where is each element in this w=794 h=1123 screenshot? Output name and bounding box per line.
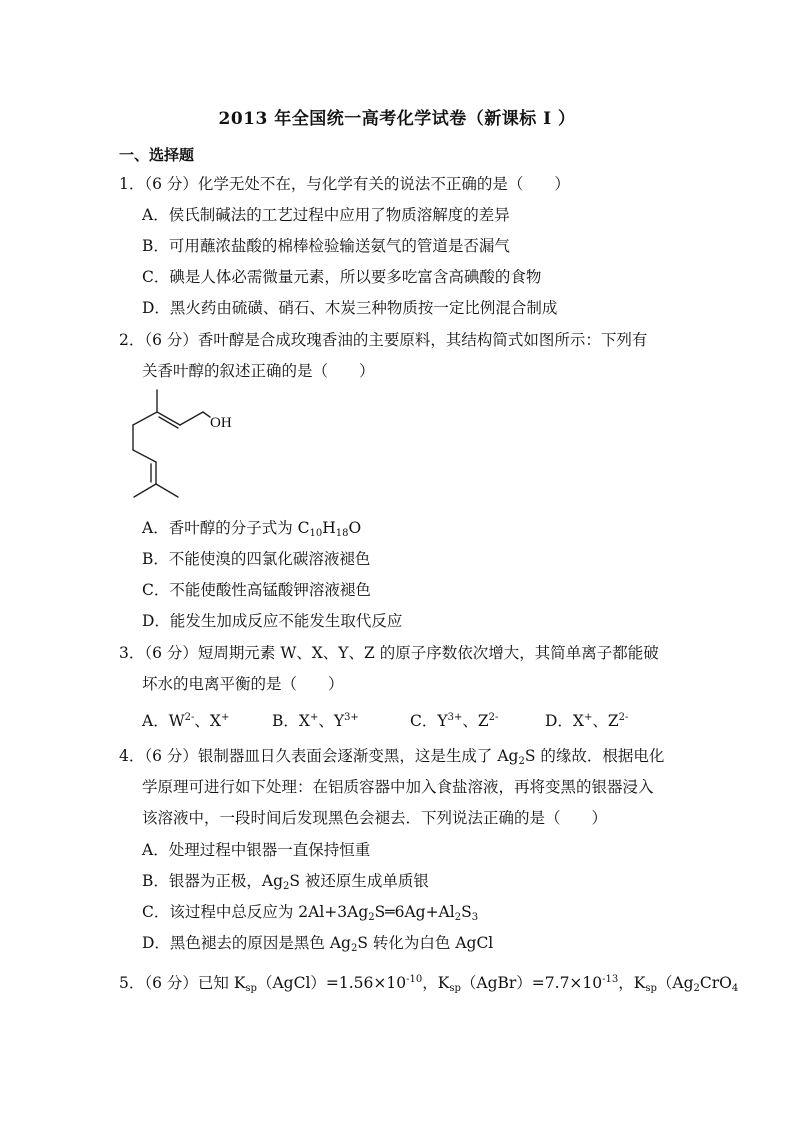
ion-text: 、X — [194, 712, 221, 730]
stem-text: （AgBr）=7.7×10 — [460, 974, 603, 992]
subscript: sp — [645, 983, 657, 994]
stem-text: 4．（6 分）银制器皿日久表面会逐渐变黑，这是生成了 Ag — [119, 747, 519, 765]
option-text: B．银器为正极，Ag — [142, 872, 284, 890]
question-4-option-b — [142, 871, 429, 891]
question-5-stem-line-1 — [119, 973, 738, 993]
page-title: 2013 年全国统一高考化学试卷（新课标 I ） — [218, 109, 576, 129]
ion-text: 、Y — [318, 712, 345, 730]
stem-text: S 的缘故．根据电化 — [524, 747, 665, 765]
stem-text: ，K — [618, 974, 646, 992]
superscript: 3+ — [447, 712, 463, 723]
option-a-text: H — [322, 519, 336, 537]
bond-chain-1 — [133, 412, 157, 425]
ion-text: B．X — [272, 712, 310, 730]
question-1-option-d: D．黑火药由硫磺、硝石、木炭三种物质按一定比例混合制成 — [142, 299, 558, 317]
option-text: S — [461, 903, 472, 921]
option-text: S═6Ag+Al — [374, 903, 455, 921]
ion-text: D．X — [545, 712, 584, 730]
ion-text: C．Y — [410, 712, 448, 730]
stem-text: ，K — [422, 974, 450, 992]
stem-text: （AgCl）=1.56×10 — [256, 974, 407, 992]
superscript: 2- — [618, 712, 629, 723]
subscript: 10 — [309, 528, 323, 539]
stem-text: 5．（6 分）已知 K — [119, 974, 246, 992]
question-1-stem: 1．（6 分）化学无处不在，与化学有关的说法不正确的是（ ） — [119, 175, 570, 193]
option-text: D．黑色褪去的原因是黑色 Ag — [142, 934, 351, 952]
question-1-option-a: A．侯氏制碱法的工艺过程中应用了物质溶解度的差异 — [142, 206, 510, 224]
superscript: + — [220, 712, 230, 723]
subscript: 2 — [693, 983, 700, 994]
stem-text: （Ag — [656, 974, 694, 992]
section-heading: 一、选择题 — [119, 146, 195, 164]
question-4-stem-line-3: 该溶液中，一段时间后发现黑色会褪去．下列说法正确的是（ ） — [142, 809, 608, 827]
subscript: 3 — [471, 912, 479, 923]
subscript: 4 — [731, 983, 739, 994]
question-2-stem-line-1: 2．（6 分）香叶醇是合成玫瑰香油的主要原料，其结构简式如图所示：下列有 — [119, 331, 648, 349]
superscript: 3+ — [344, 712, 359, 723]
bond-methyl-left — [134, 484, 156, 497]
stem-text: CrO — [699, 974, 732, 992]
subscript: 18 — [335, 528, 349, 539]
ion-text: A．W — [142, 712, 185, 730]
ion-text: 、Z — [592, 712, 619, 730]
superscript: + — [583, 712, 593, 723]
option-text: S 转化为白色 AgCl — [357, 934, 494, 952]
subscript: sp — [449, 983, 461, 994]
question-3-stem-line-2: 坏水的电离平衡的是（ ） — [142, 675, 344, 693]
question-4-stem-line-2: 学原理可进行如下处理：在铝质容器中加入食盐溶液，再将变黑的银器浸入 — [142, 778, 654, 796]
bond-chain-3 — [133, 450, 156, 462]
bond-methyl-right — [156, 484, 178, 497]
superscript: + — [309, 712, 319, 723]
subscript: 2 — [454, 912, 462, 923]
geraniol-structure-diagram — [128, 380, 258, 500]
option-a-text: A．香叶醇的分子式为 C — [142, 519, 310, 537]
bond-ch2 — [180, 412, 203, 425]
subscript: 2 — [518, 756, 525, 767]
question-4-option-c — [142, 902, 478, 922]
question-2-stem-line-2: 关香叶醇的叙述正确的是（ ） — [142, 362, 375, 380]
question-3-option-a — [142, 711, 229, 731]
question-3-option-c — [410, 711, 498, 731]
question-4-stem-line-1 — [119, 746, 664, 766]
oh-label: OH — [210, 415, 232, 431]
question-2-option-c: C．不能使酸性高锰酸钾溶液褪色 — [142, 581, 371, 599]
question-3-option-d — [545, 711, 628, 731]
ion-text: 、Z — [462, 712, 489, 730]
superscript: 2- — [184, 712, 195, 723]
question-2-option-d: D．能发生加成反应不能发生取代反应 — [142, 612, 403, 630]
subscript: 2 — [368, 912, 375, 923]
option-text: C．该过程中总反应为 2Al+3Ag — [142, 903, 369, 921]
question-3-option-b — [272, 711, 359, 731]
option-text: S 被还原生成单质银 — [289, 872, 429, 890]
superscript: -13 — [602, 974, 619, 985]
question-2-option-b: B．不能使溴的四氯化碳溶液褪色 — [142, 550, 371, 568]
question-3-stem-line-1: 3．（6 分）短周期元素 W、X、Y、Z 的原子序数依次增大，其简单离子都能破 — [119, 644, 659, 662]
bond-to-oh — [203, 412, 210, 417]
question-2-option-a — [142, 518, 361, 538]
option-a-text: O — [348, 519, 362, 537]
question-4-option-d — [142, 933, 493, 953]
subscript: 2 — [283, 881, 290, 892]
question-1-option-b: B．可用蘸浓盐酸的棉棒检验输送氨气的管道是否漏气 — [142, 237, 510, 255]
question-4-option-a: A．处理过程中银器一直保持恒重 — [142, 841, 371, 859]
question-1-option-c: C．碘是人体必需微量元素，所以要多吃富含高碘酸的食物 — [142, 268, 542, 286]
subscript: 2 — [350, 943, 358, 954]
superscript: -10 — [406, 974, 423, 985]
superscript: 2- — [488, 712, 499, 723]
subscript: sp — [245, 983, 257, 994]
